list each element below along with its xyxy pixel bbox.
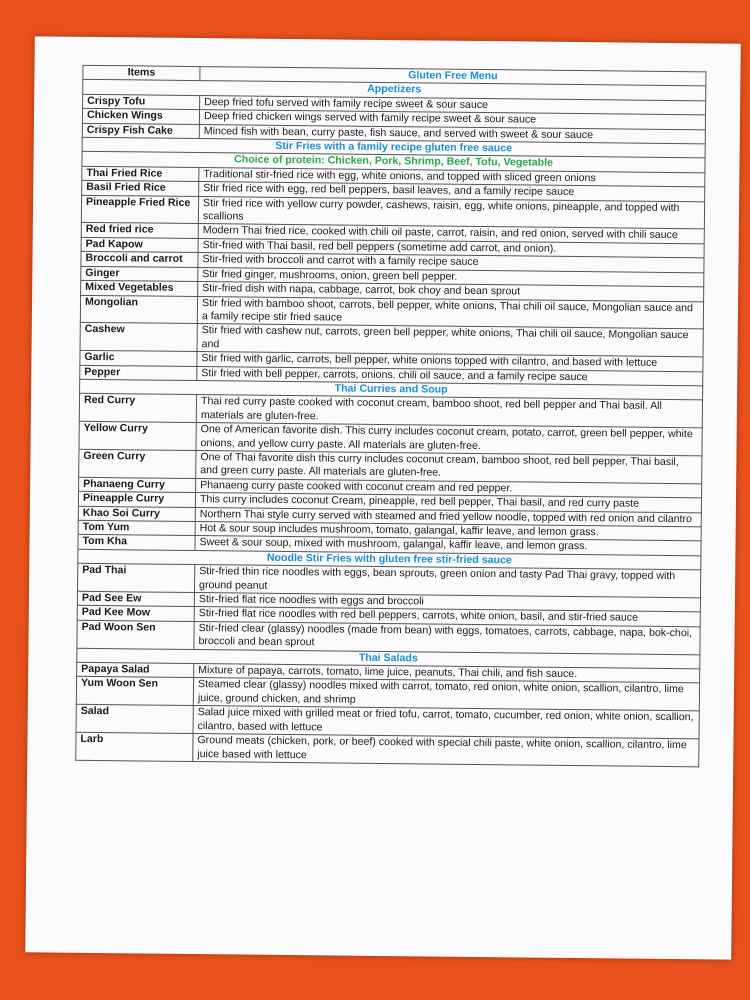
dish-description: Ground meats (chicken, pork, or beef) cooked with special chili paste, white onion, scallion, cilantro, lime juice based with lettuce	[193, 734, 699, 767]
dish-description: One of American favorite dish. This curry includes coconut cream, potato, carrot, green bell pepper, white onions, and yellow curry paste. All materials are gluten-free.	[196, 423, 702, 456]
dish-name: Chicken Wings	[82, 109, 199, 125]
dish-name: Pineapple Curry	[78, 491, 195, 507]
section-title: Thai Salads	[77, 648, 700, 669]
dish-name: Khao Soi Curry	[78, 506, 195, 522]
dish-name: Garlic	[80, 350, 197, 366]
menu-body	[76, 80, 706, 767]
dish-description: Salad juice mixed with grilled meat or fried tofu, carrot, tomato, cucumber, red onion, white onion, scallion, cilantro, based with lettuce	[193, 706, 699, 739]
dish-description: Stir fried with cashew nut, carrots, green bell pepper, white onions, Thai chili oil sauce, Mongolian sauce and	[197, 324, 703, 357]
dish-description: One of Thai favorite dish this curry includes coconut cream, bamboo shoot, red bell pepper, Thai basil, and green curry paste. All materials are gluten-free.	[196, 451, 702, 484]
dish-description: Stir fried with bell pepper, carrots, onions. chili oil sauce, and a family recipe sauce	[197, 366, 703, 386]
gluten-free-menu-table	[75, 65, 706, 767]
dish-name: Phanaeng Curry	[79, 477, 196, 493]
dish-description: Stir-fried thin rice noodles with eggs, bean sprouts, green onion and tasty Pad Thai gravy, topped with ground peanut	[194, 565, 700, 598]
dish-description: Stir fried rice with egg, red bell peppers, basil leaves, and a family recipe sauce	[199, 182, 705, 202]
dish-description: Stir fried with garlic, carrots, bell pepper, white onions topped with cilantro, and based with lettuce	[197, 352, 703, 372]
dish-name: Mongolian	[80, 295, 197, 324]
dish-description: Stir-fried clear (glassy) noodles (made from bean) with eggs, tomatoes, carrots, cabbage, napa, bok-choi, broccoli and bean sprout	[194, 621, 700, 654]
dish-name: Pad Woon Sen	[77, 620, 194, 649]
dish-description: Phanaeng curry paste cooked with coconut cream and red pepper.	[196, 478, 702, 498]
dish-description: This curry includes coconut Cream, pineapple, red bell pepper, Thai basil, and red curry paste	[195, 493, 701, 513]
dish-name: Pineapple Fried Rice	[81, 195, 198, 224]
dish-description: Stir-fried flat rice noodles with red bell peppers, carrots, white onion, basil, and stir-fried sauce	[194, 607, 700, 627]
menu-title: Gluten Free Menu	[200, 67, 706, 87]
dish-name: Salad	[76, 705, 193, 734]
menu-sheet	[25, 36, 741, 959]
dish-name: Red Curry	[79, 394, 196, 423]
dish-description: Stir fried with bamboo shoot, carrots, bell pepper, white onions, Thai chili oil sauce, Mongolian sauce and a family recipe stir fried sauce	[197, 296, 703, 329]
dish-description: Stir-fried dish with napa, cabbage, carrot, bok choy and bean sprout	[198, 282, 704, 302]
dish-name: Yellow Curry	[79, 421, 196, 450]
dish-description: Stir fried ginger, mushrooms, onion, green bell pepper.	[198, 267, 704, 287]
dish-description: Hot & sour soup includes mushroom, tomato, galangal, kaffir leave, and lemon grass.	[195, 522, 701, 542]
protein-choice-note: Choice of protein: Chicken, Pork, Shrimp, Beef, Tofu, Vegetable	[82, 152, 705, 173]
dish-description: Mixture of papaya, carrots, tomato, lime juice, peanuts, Thai chili, and fish sauce.	[194, 664, 700, 684]
dish-name: Cashew	[80, 323, 197, 352]
section-title: Appetizers	[83, 80, 706, 101]
dish-name: Crispy Fish Cake	[82, 123, 199, 139]
dish-name: Basil Fried Rice	[82, 181, 199, 197]
dish-description: Deep fried tofu served with family recipe sweet & sour sauce	[200, 95, 706, 115]
dish-description: Minced fish with bean, curry paste, fish sauce, and served with sweet & sour sauce	[199, 124, 705, 144]
dish-name: Ginger	[81, 266, 198, 282]
dish-name: Yum Woon Sen	[76, 677, 193, 706]
dish-description: Sweet & sour soup, mixed with mushroom, galangal, kaffir leave, and lemon grass.	[195, 536, 701, 556]
dish-description: Steamed clear (glassy) noodles mixed with carrot, tomato, red onion, white onion, scallion, cilantro, lime juice, ground chicken, and shrimp	[193, 678, 699, 711]
dish-name: Thai Fried Rice	[82, 166, 199, 182]
dish-name: Crispy Tofu	[83, 94, 200, 110]
dish-name: Tom Kha	[78, 535, 195, 551]
dish-name: Pad Kee Mow	[77, 606, 194, 622]
dish-name: Larb	[76, 732, 193, 761]
dish-description: Stir fried rice with yellow curry powder, cashews, raisin, egg, white onions, pineapple, and topped with scallions	[198, 196, 704, 229]
dish-name: Mixed Vegetables	[81, 280, 198, 296]
dish-name: Pad See Ew	[77, 591, 194, 607]
dish-name: Red fried rice	[81, 223, 198, 239]
section-title: Stir Fries with a family recipe gluten free sauce	[82, 137, 705, 158]
dish-description: Northern Thai style curry served with steamed and fried yellow noodle, topped with red onion and cilantro	[195, 507, 701, 527]
dish-name: Green Curry	[79, 449, 196, 478]
section-title: Thai Curries and Soup	[80, 379, 703, 400]
dish-description: Stir-fried with broccoli and carrot with a family recipe sauce	[198, 253, 704, 273]
dish-name: Pepper	[80, 365, 197, 381]
dish-name: Pad Kapow	[81, 237, 198, 253]
dish-name: Pad Thai	[78, 564, 195, 593]
dish-name: Papaya Salad	[77, 662, 194, 678]
dish-description: Traditional stir-fried rice with egg, white onions, and topped with sliced green onions	[199, 167, 705, 187]
dish-description: Stir-fried flat rice noodles with eggs and broccoli	[194, 593, 700, 613]
section-title: Noodle Stir Fries with gluten free stir-fried sauce	[78, 549, 701, 570]
dish-description: Thai red curry paste cooked with coconut cream, bamboo shoot, red bell pepper and Thai basil. All materials are gluten-free.	[196, 395, 702, 428]
dish-name: Broccoli and carrot	[81, 252, 198, 268]
items-column-header: Items	[83, 65, 200, 81]
table-row	[76, 732, 699, 766]
dish-description: Modern Thai fried rice, cooked with chili oil paste, carrot, raisin, and red onion, served with chili sauce	[198, 224, 704, 244]
dish-description: Stir-fried with Thai basil, red bell peppers (sometime add carrot, and onion).	[198, 238, 704, 258]
dish-description: Deep fried chicken wings served with family recipe sweet & sour sauce	[199, 110, 705, 130]
dish-name: Tom Yum	[78, 520, 195, 536]
